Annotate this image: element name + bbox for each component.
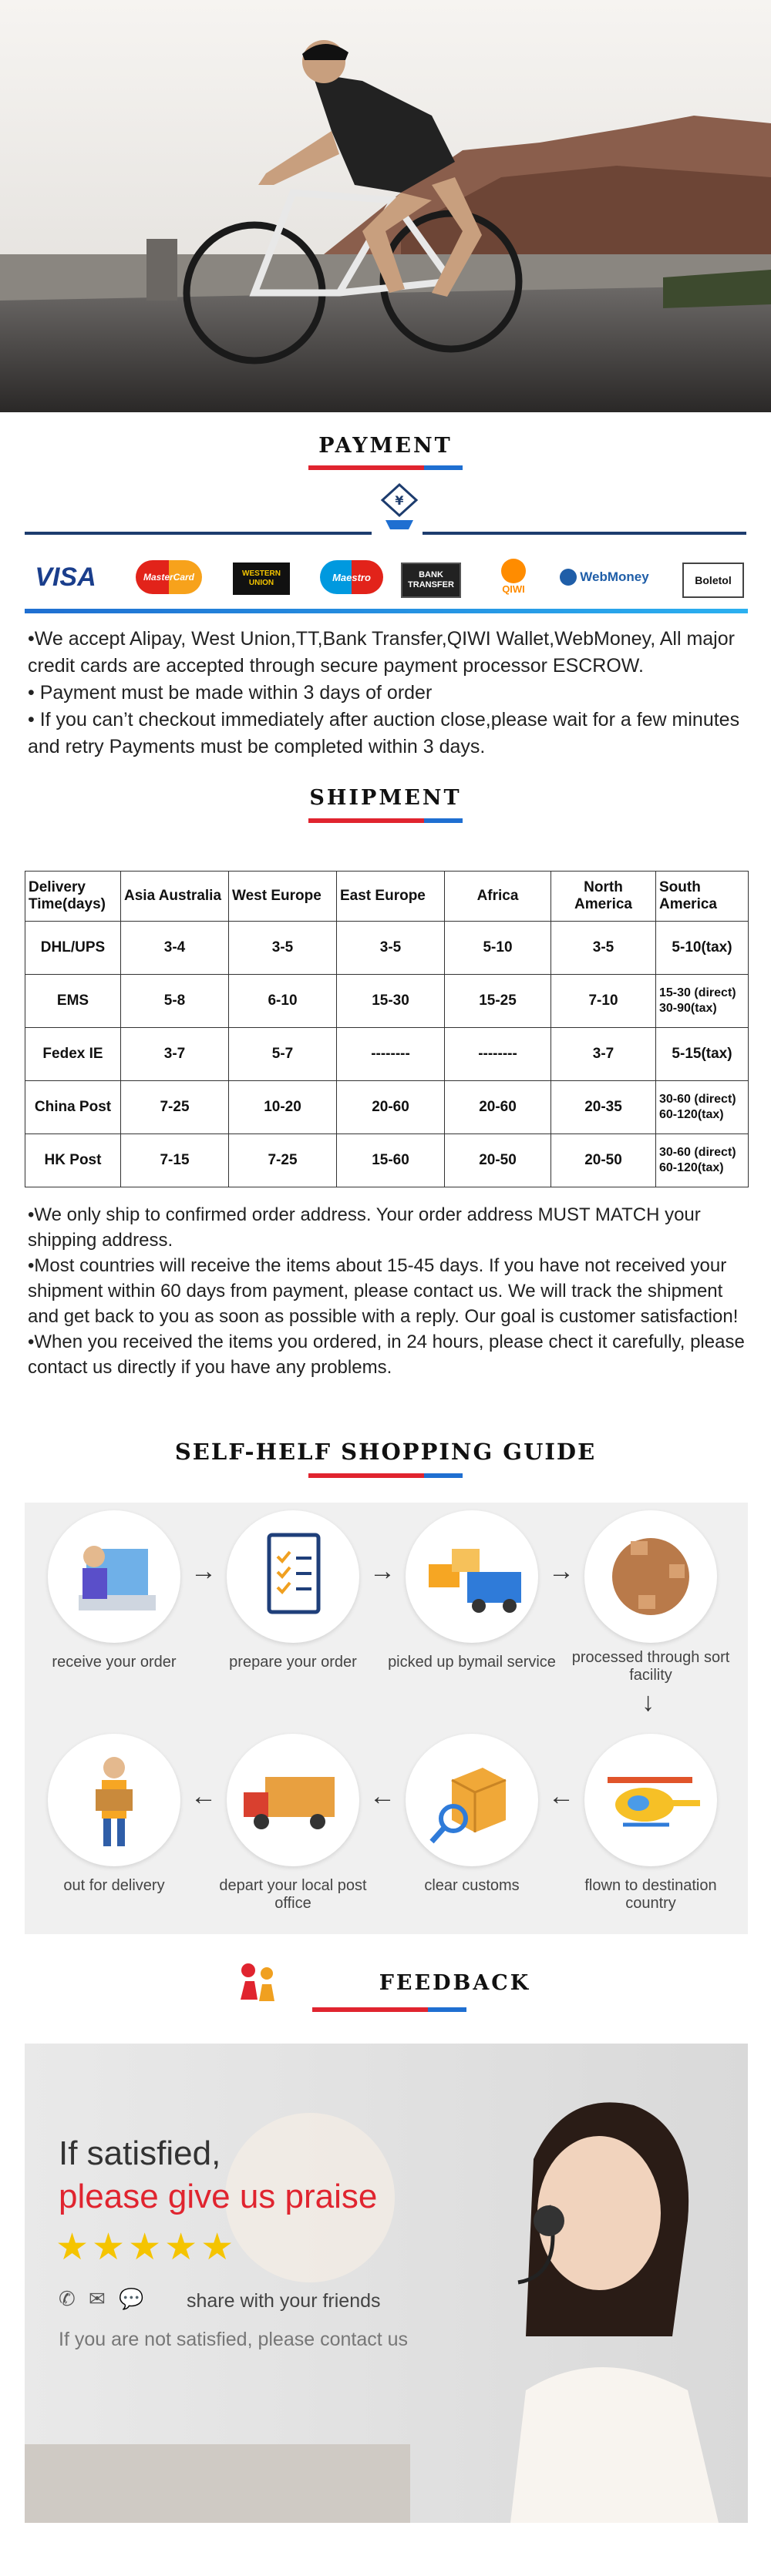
step-depart-post-office: depart your local post office <box>219 1877 367 1912</box>
bank-transfer-logo: BANK TRANSFER <box>401 563 461 598</box>
payment-logos-bar <box>25 609 748 613</box>
mastercard-logo: MasterCard <box>136 560 202 594</box>
maestro-logo: Maestro <box>320 560 383 594</box>
table-cell: 3-7 <box>121 1028 229 1081</box>
step-processed: processed through sort facility <box>571 1649 730 1684</box>
table-cell: DHL/UPS <box>25 922 121 975</box>
arrow-left-icon: ← <box>369 1782 396 1811</box>
step-picked-up: picked up bymail service <box>388 1654 556 1671</box>
table-header-row <box>25 872 749 922</box>
customs-box-illustration <box>406 1734 538 1866</box>
phone-icon: ✆ <box>59 2287 76 2310</box>
table-cell: 5-10 <box>445 922 551 975</box>
shipment-note-3: •When you received the items you ordered, in 24 hours, please chect it carefully, please contact us directly if you have any problems. <box>28 1332 745 1378</box>
table-cell: 30-60 (direct) 60-120(tax) <box>656 1081 749 1134</box>
payment-icon <box>378 482 421 532</box>
helicopter-illustration <box>584 1734 717 1866</box>
header-north-america: North America <box>551 872 656 922</box>
payment-title: PAYMENT <box>318 434 453 458</box>
arrow-left-icon: ← <box>548 1782 574 1811</box>
payment-title-underline <box>308 465 463 470</box>
table-cell: 30-60 (direct) 60-120(tax) <box>656 1134 749 1187</box>
western-union-logo: WESTERN UNION <box>233 563 290 595</box>
visa-logo: VISA <box>35 562 96 592</box>
chat-icon: 💬 <box>119 2287 144 2310</box>
step-flown: flown to destination country <box>584 1877 717 1912</box>
header-south-america: South America <box>656 872 749 922</box>
table-cell: 15-25 <box>445 975 551 1028</box>
post-office-truck-illustration <box>227 1734 359 1866</box>
qiwi-logo: QIWI <box>492 552 535 601</box>
payment-divider-right <box>423 532 746 535</box>
table-cell: -------- <box>337 1028 445 1081</box>
table-cell: 7-25 <box>229 1134 337 1187</box>
step-prepare-order: prepare your order <box>229 1654 357 1671</box>
feedback-background-image <box>25 2044 748 2523</box>
step-out-for-delivery: out for delivery <box>63 1877 165 1894</box>
shipment-title: SHIPMENT <box>309 786 462 810</box>
guide-title-underline <box>308 1473 463 1478</box>
header-africa: Africa <box>445 872 551 922</box>
feedback-line-2: please give us praise <box>59 2178 378 2215</box>
webmoney-icon <box>560 569 577 586</box>
table-cell: 5-8 <box>121 975 229 1028</box>
header-east-europe: East Europe <box>337 872 445 922</box>
guide-title: SELF-HELF SHOPPING GUIDE <box>174 1439 597 1465</box>
qiwi-icon <box>501 559 526 583</box>
table-cell: 7-25 <box>121 1081 229 1134</box>
shipment-title-underline <box>308 818 463 823</box>
contact-text: If you are not satisfied, please contact us <box>59 2329 409 2350</box>
table-cell: 20-50 <box>445 1134 551 1187</box>
arrow-right-icon: → <box>548 1557 574 1586</box>
table-cell: 3-5 <box>337 922 445 975</box>
table-cell: 6-10 <box>229 975 337 1028</box>
step-receive-order: receive your order <box>52 1654 177 1671</box>
payment-line-2: • Payment must be made within 3 days of order <box>28 682 433 704</box>
step-clear-customs: clear customs <box>424 1877 520 1894</box>
share-text: share with your friends <box>187 2290 381 2312</box>
receive-order-illustration <box>48 1510 180 1643</box>
header-delivery-time: Delivery Time(days) <box>25 872 121 922</box>
table-cell: 3-7 <box>551 1028 656 1081</box>
arrow-left-icon: ← <box>190 1782 217 1811</box>
mail-icon: ✉ <box>89 2287 106 2310</box>
payment-line-1: •We accept Alipay, West Union,TT,Bank Transfer,QIWI Wallet,WebMoney, All major credit cards are accepted through secure payment processor ESCROW. <box>28 628 735 677</box>
table-cell: 5-15(tax) <box>656 1028 749 1081</box>
header-asia-australia: Asia Australia <box>121 872 229 922</box>
table-cell: 5-7 <box>229 1028 337 1081</box>
share-icons <box>59 2287 143 2311</box>
table-cell: 3-4 <box>121 922 229 975</box>
table-row <box>25 1134 749 1187</box>
table-cell: China Post <box>25 1081 121 1134</box>
boleto-logo: Boletol <box>682 563 744 598</box>
arrow-right-icon: → <box>190 1557 217 1586</box>
arrow-down-icon: ↓ <box>641 1688 655 1717</box>
table-cell: 20-60 <box>445 1081 551 1134</box>
table-cell: 15-60 <box>337 1134 445 1187</box>
table-cell: EMS <box>25 975 121 1028</box>
prepare-order-illustration <box>227 1510 359 1643</box>
table-cell: 3-5 <box>229 922 337 975</box>
table-cell: 15-30 <box>337 975 445 1028</box>
feedback-line-1: If satisfied, <box>59 2134 221 2172</box>
header-west-europe: West Europe <box>229 872 337 922</box>
table-cell: 7-10 <box>551 975 656 1028</box>
payment-divider-left <box>25 532 372 535</box>
table-cell: Fedex IE <box>25 1028 121 1081</box>
delivery-person-illustration <box>48 1734 180 1866</box>
feedback-title-underline <box>312 2007 466 2012</box>
arrow-right-icon: → <box>369 1557 396 1586</box>
five-star-rating: ★★★★★ <box>56 2227 237 2268</box>
webmoney-logo: WebMoney <box>557 559 652 596</box>
table-cell: 5-10(tax) <box>656 922 749 975</box>
pickup-truck-illustration <box>406 1510 538 1643</box>
payment-terms <box>28 626 752 761</box>
table-cell: 20-60 <box>337 1081 445 1134</box>
table-cell: 20-35 <box>551 1081 656 1134</box>
sort-facility-globe-illustration <box>584 1510 717 1643</box>
shipment-notes <box>28 1202 752 1380</box>
shipment-note-1: •We only ship to confirmed order address. Your order address MUST MATCH your shipping address. <box>28 1204 701 1251</box>
table-cell: 10-20 <box>229 1081 337 1134</box>
feedback-title: FEEDBACK <box>379 1971 531 1995</box>
table-cell: HK Post <box>25 1134 121 1187</box>
table-cell: 15-30 (direct) 30-90(tax) <box>656 975 749 1028</box>
table-row <box>25 1081 749 1134</box>
table-row <box>25 975 749 1028</box>
shipment-table <box>25 871 749 1187</box>
table-row <box>25 922 749 975</box>
shopping-guide-panel <box>25 1503 748 1934</box>
table-cell: 3-5 <box>551 922 656 975</box>
svg-text:¥: ¥ <box>395 493 404 508</box>
shipment-note-2: •Most countries will receive the items about 15-45 days. If you have not received your shipment within 60 days from payment, please contact us. We will track the shipment and get back to you as soon as possible with a reply. Our goal is customer satisfaction! <box>28 1255 739 1327</box>
table-cell: 20-50 <box>551 1134 656 1187</box>
table-cell: 7-15 <box>121 1134 229 1187</box>
hero-cyclist-image <box>0 0 771 412</box>
table-row <box>25 1028 749 1081</box>
feedback-banner <box>25 2044 748 2523</box>
table-cell: -------- <box>445 1028 551 1081</box>
payment-line-3: • If you can’t checkout immediately after auction close,please wait for a few minutes and retry Payments must be completed within 3 days. <box>28 709 740 757</box>
